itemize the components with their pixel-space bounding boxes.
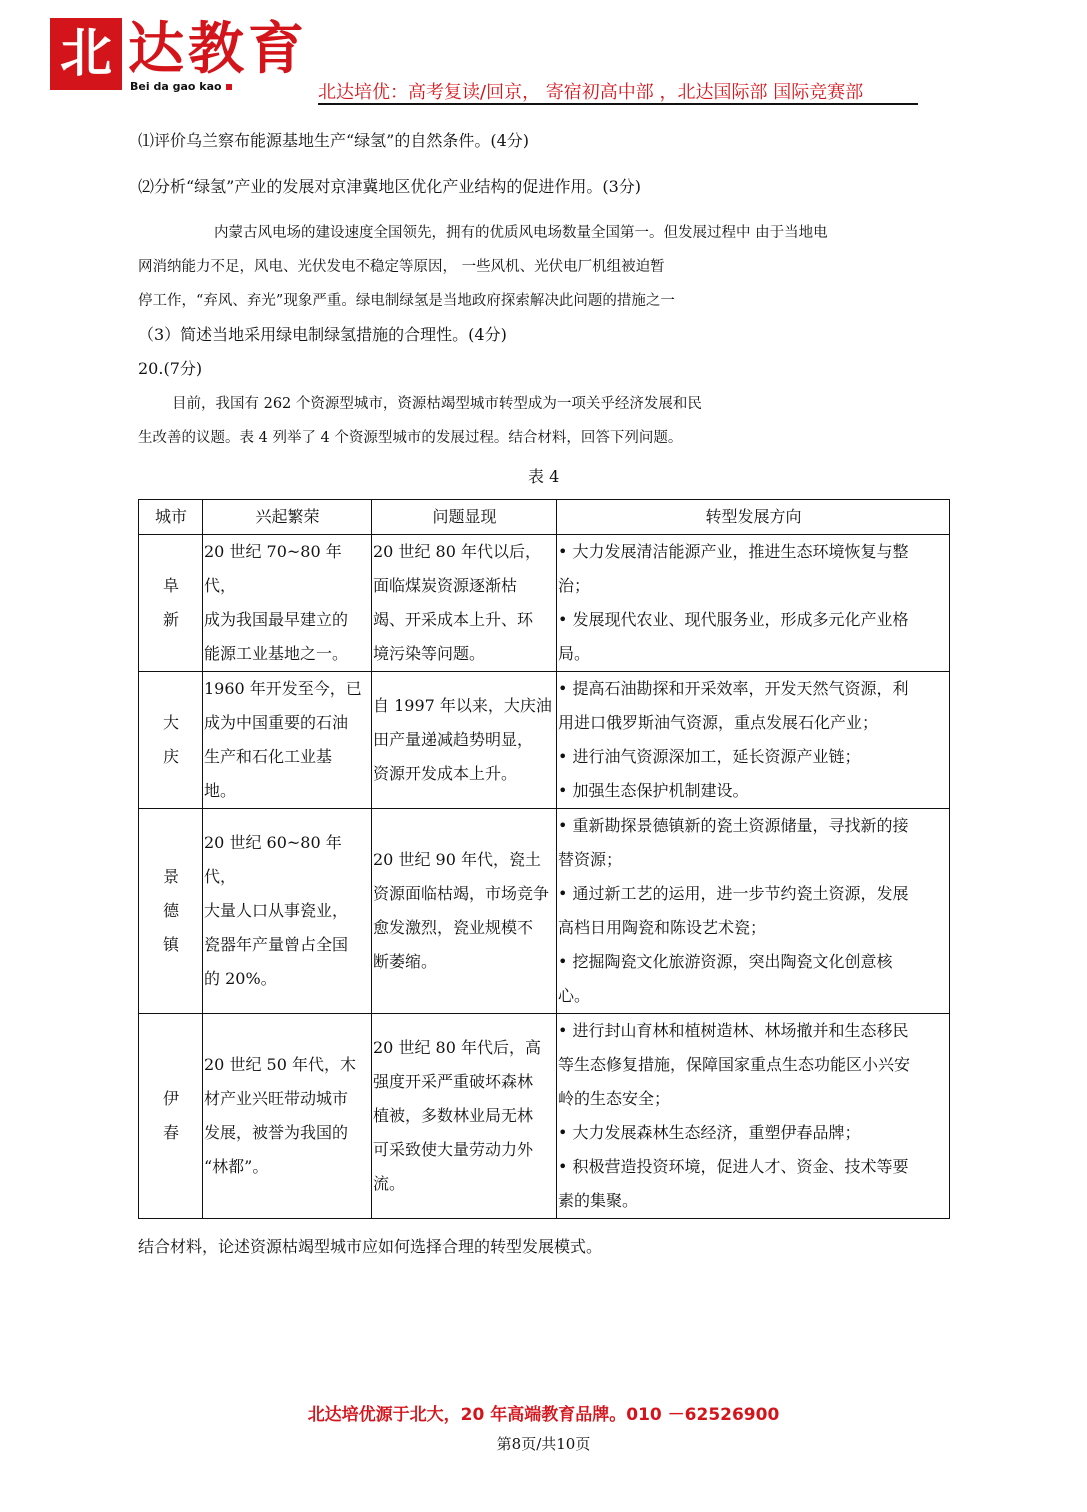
footer-brand: 北达培优源于北大，20 年高端教育品牌。010 －62526900 — [307, 1405, 780, 1425]
cell-direction: • 重新勘探景德镇新的瓷土资源储量，寻找新的接 替资源； • 通过新工艺的运用，进一步节约瓷土资源，发展 高档日用陶瓷和陈设艺术瓷； • 挖掘陶瓷文化旅游资源，突出陶瓷文化创意核 心。 — [557, 809, 950, 1014]
cell-direction: • 进行封山育林和植树造林、林场撤并和生态移民 等生态修复措施，保障国家重点生态功能区小兴安 岭的生态安全； • 大力发展森林生态经济，重塑伊春品牌； • 积极营造投资环境，促进人才、资金、技术等要 素的集聚。 — [557, 1014, 950, 1219]
cell-problem: 自 1997 年以来，大庆油 田产量递减趋势明显， 资源开发成本上升。 — [372, 672, 557, 809]
header-problem: 问题显现 — [372, 500, 557, 535]
cell-direction: • 大力发展清洁能源产业，推进生态环境恢复与整 治； • 发展现代农业、现代服务业，形成多元化产业格 局。 — [557, 535, 950, 672]
question-1: ⑴评价乌兰察布能源基地生产“绿氢”的自然条件。(4分) — [138, 131, 530, 150]
table-row — [139, 672, 950, 809]
paragraph-2-line-1: 目前，我国有 262 个资源型城市，资源枯竭型城市转型成为一项关乎经济发展和民 — [172, 396, 702, 412]
table-row — [139, 535, 950, 672]
cell-city: 阜 新 — [139, 535, 203, 672]
cell-rise: 20 世纪 50 年代，木 材产业兴旺带动城市 发展，被誉为我国的 “林都”。 — [203, 1014, 372, 1219]
question-3: （3）简述当地采用绿电制绿氢措施的合理性。(4分) — [138, 325, 507, 344]
final-question: 结合材料，论述资源枯竭型城市应如何选择合理的转型发展模式。 — [138, 1237, 603, 1256]
header-rise: 兴起繁荣 — [203, 500, 372, 535]
question-2: ⑵分析“绿氢”产业的发展对京津冀地区优化产业结构的促进作用。(3分) — [138, 177, 642, 196]
cell-problem: 20 世纪 80 年代后，高 强度开采严重破坏森林 植被，多数林业局无林 可采致使大量劳动力外 流。 — [372, 1014, 557, 1219]
cell-problem: 20 世纪 80 年代以后， 面临煤炭资源逐渐枯 竭、开采成本上升、环 境污染等问题。 — [372, 535, 557, 672]
data-table — [138, 499, 950, 1219]
header-divider — [318, 103, 918, 105]
paragraph-1-line-1: 内蒙古风电场的建设速度全国领先，拥有的优质风电场数量全国第一。但发展过程中 由于当地电 — [214, 225, 828, 241]
cell-city: 景 德 镇 — [139, 809, 203, 1014]
cell-rise: 1960 年开发至今，已 成为中国重要的石油 生产和石化工业基 地。 — [203, 672, 372, 809]
logo-dot-icon — [226, 84, 232, 90]
table-caption: 表 4 — [528, 467, 560, 486]
cell-rise: 20 世纪 60~80 年代， 大量人口从事瓷业， 瓷器年产量曾占全国 的 20%。 — [203, 809, 372, 1014]
header-direction: 转型发展方向 — [557, 500, 950, 535]
table-row — [139, 1014, 950, 1219]
paragraph-2-line-2: 生改善的议题。表 4 列举了 4 个资源型城市的发展过程。结合材料，回答下列问题。 — [138, 430, 683, 446]
header-city: 城市 — [139, 500, 203, 535]
cell-direction: • 提高石油勘探和开采效率，开发天然气资源，利 用进口俄罗斯油气资源，重点发展石化产业； • 进行油气资源深加工，延长资源产业链； • 加强生态保护机制建设。 — [557, 672, 950, 809]
cell-rise: 20 世纪 70~80 年代， 成为我国最早建立的 能源工业基地之一。 — [203, 535, 372, 672]
cell-city: 伊 春 — [139, 1014, 203, 1219]
logo-text: 达教育 — [128, 16, 308, 82]
paragraph-1-line-2: 网消纳能力不足，风电、光伏发电不稳定等原因， 一些风机、光伏电厂机组被迫暂 — [138, 259, 665, 275]
logo-subtitle — [130, 80, 232, 93]
paragraph-1-line-3: 停工作，“弃风、弃光”现象严重。绿电制绿氢是当地政府探索解决此问题的措施之一 — [138, 293, 675, 309]
table-header-row — [139, 500, 950, 535]
logo-mark: 北 — [50, 18, 122, 90]
page-number: 第8页/共10页 — [496, 1435, 591, 1453]
table-row — [139, 809, 950, 1014]
question-20-heading: 20.(7分) — [138, 359, 203, 378]
header-tagline: 北达培优：高考复读/回京， 寄宿初高中部 ，北达国际部 国际竞赛部 — [318, 82, 864, 103]
cell-city: 大 庆 — [139, 672, 203, 809]
logo-subtitle-text: Bei da gao kao — [130, 80, 222, 93]
cell-problem: 20 世纪 90 年代，瓷土 资源面临枯竭，市场竞争 愈发激烈，瓷业规模不 断萎缩。 — [372, 809, 557, 1014]
